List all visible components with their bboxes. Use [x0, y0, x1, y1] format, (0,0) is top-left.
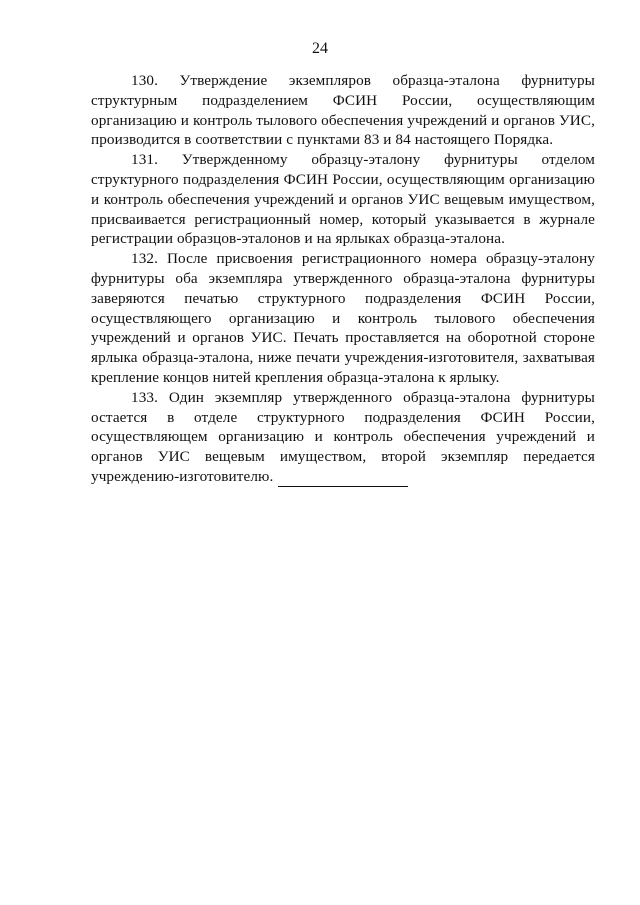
page-number: 24: [312, 40, 328, 57]
paragraph-130: 130. Утверждение экземпляров образца-эталона фурнитуры структурным подразделением ФСИН России, осуществляющим организацию и контроль тылового обеспечения учреждений и органов УИС, производится в соответствии с пунктами 83 и 84 настоящего Порядка.: [91, 72, 595, 149]
end-divider-line: [278, 486, 408, 487]
paragraph-133: 133. Один экземпляр утвержденного образца-эталона фурнитуры остается в отделе структурного подразделения ФСИН России, осуществляющем организацию и контроль обеспечения учреждений и органов УИС вещевым имуществом, второй экземпляр передается учреждению-изготовителю.: [91, 388, 595, 485]
paragraph-131: 131. Утвержденному образцу-эталону фурнитуры отделом структурного подразделения ФСИН России, осуществляющим организацию и контроль обеспечения учреждений и органов УИС вещевым имуществом, присваивается регистрационный номер, который указывается в журнале регистрации образцов-эталонов и на ярлыках образца-эталона.: [91, 151, 595, 248]
document-body: [91, 71, 595, 487]
paragraph-132: 132. После присвоения регистрационного номера образцу-эталону фурнитуры оба экземпляра утвержденного образца-эталона фурнитуры заверяются печатью структурного подразделения ФСИН России, осуществляющего организацию и контроль тылового обеспечения учреждений и органов УИС. Печать проставляется на оборотной стороне ярлыка образца-эталона, ниже печати учреждения-изготовителя, захватывая крепление концов нитей крепления образца-эталона к ярлыку.: [91, 250, 595, 386]
